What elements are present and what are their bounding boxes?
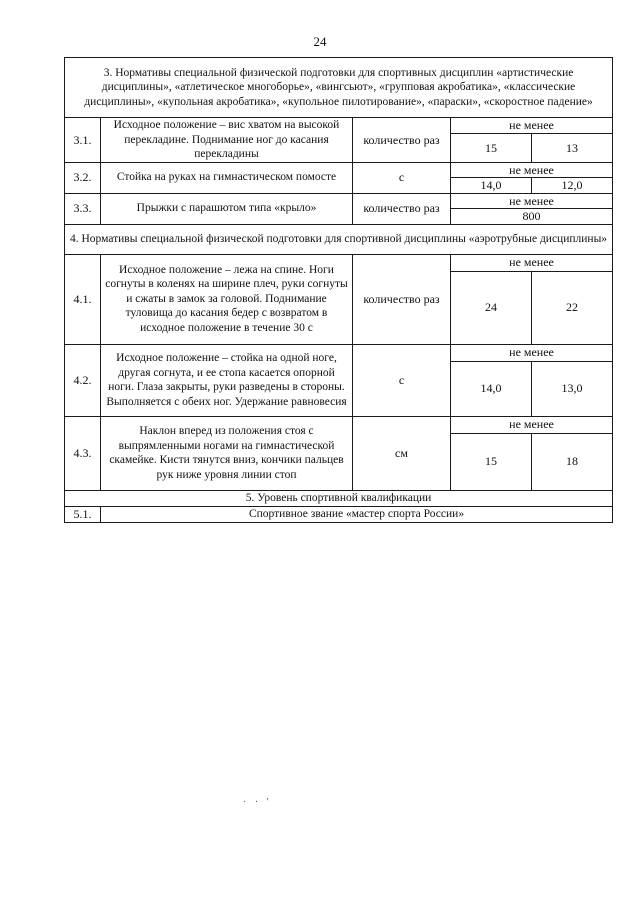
section-header-row bbox=[65, 224, 613, 254]
section-header-row bbox=[65, 490, 613, 506]
row-number: 4.3. bbox=[65, 416, 101, 490]
section-3-title: 3. Нормативы специальной физической подготовки для спортивных дисциплин «артистические дисциплины», «атлетическое многоборье», «вингсьют», «групповая акробатика», «классические дисциплины», «купольная акробатика», «купольное пилотирование», «параски», «скоростное падение» bbox=[65, 58, 613, 118]
unit-cell: количество раз bbox=[353, 118, 451, 163]
table-row bbox=[65, 162, 613, 178]
table-row bbox=[65, 193, 613, 209]
section-5-title: 5. Уровень спортивной квалификации bbox=[65, 490, 613, 506]
value-male: 15 bbox=[451, 134, 532, 162]
table-row bbox=[65, 344, 613, 361]
norm-header: не менее bbox=[451, 416, 613, 433]
page-number: 24 bbox=[313, 34, 327, 49]
table-row bbox=[65, 416, 613, 433]
unit-cell: количество раз bbox=[353, 193, 451, 224]
norm-header: не менее bbox=[451, 344, 613, 361]
value-female: 18 bbox=[532, 433, 613, 490]
value-male: 24 bbox=[451, 271, 532, 344]
exercise-description: Стойка на руках на гимнастическом помосте bbox=[101, 162, 353, 193]
value-female: 13,0 bbox=[532, 361, 613, 416]
exercise-description: Наклон вперед из положения стоя с выпрямленными ногами на гимнастической скамейке. Кисти тянутся вниз, кончики пальцев рук ниже уровня линии стоп bbox=[101, 416, 353, 490]
unit-cell: с bbox=[353, 344, 451, 416]
value-female: 12,0 bbox=[532, 178, 613, 194]
table-row bbox=[65, 506, 613, 522]
qualification-text: Спортивное звание «мастер спорта России» bbox=[101, 506, 613, 522]
row-number: 3.2. bbox=[65, 162, 101, 193]
unit-cell: см bbox=[353, 416, 451, 490]
row-number: 5.1. bbox=[65, 506, 101, 522]
value-female: 22 bbox=[532, 271, 613, 344]
row-number: 4.2. bbox=[65, 344, 101, 416]
value-male: 15 bbox=[451, 433, 532, 490]
row-number: 3.1. bbox=[65, 118, 101, 163]
norm-header: не менее bbox=[451, 118, 613, 134]
row-number: 4.1. bbox=[65, 254, 101, 344]
norm-header: не менее bbox=[451, 254, 613, 271]
value-male: 14,0 bbox=[451, 361, 532, 416]
section-4-title: 4. Нормативы специальной физической подготовки для спортивной дисциплины «аэротрубные дисциплины» bbox=[65, 224, 613, 254]
norms-table bbox=[64, 57, 613, 523]
value-female: 13 bbox=[532, 134, 613, 162]
row-number: 3.3. bbox=[65, 193, 101, 224]
exercise-description: Исходное положение – стойка на одной ноге, другая согнута, и ее стопа касается опорной ноги. Глаза закрыты, руки разведены в стороны. Выполняется с обеих ног. Удержание равновесия bbox=[101, 344, 353, 416]
value-male: 14,0 bbox=[451, 178, 532, 194]
unit-cell: с bbox=[353, 162, 451, 193]
table-row bbox=[65, 118, 613, 134]
value-common: 800 bbox=[451, 209, 613, 225]
exercise-description: Прыжки с парашютом типа «крыло» bbox=[101, 193, 353, 224]
exercise-description: Исходное положение – вис хватом на высокой перекладине. Поднимание ног до касания перекладины bbox=[101, 118, 353, 163]
stray-marks: · · ' bbox=[243, 797, 272, 808]
norm-header: не менее bbox=[451, 193, 613, 209]
unit-cell: количество раз bbox=[353, 254, 451, 344]
table-row bbox=[65, 254, 613, 271]
section-header-row bbox=[65, 58, 613, 118]
norm-header: не менее bbox=[451, 162, 613, 178]
exercise-description: Исходное положение – лежа на спине. Ноги согнуты в коленях на ширине плеч, руки согнуты и сжаты в замок за головой. Поднимание туловища до касания бедер с возвратом в исходное положение в течение 30 с bbox=[101, 254, 353, 344]
